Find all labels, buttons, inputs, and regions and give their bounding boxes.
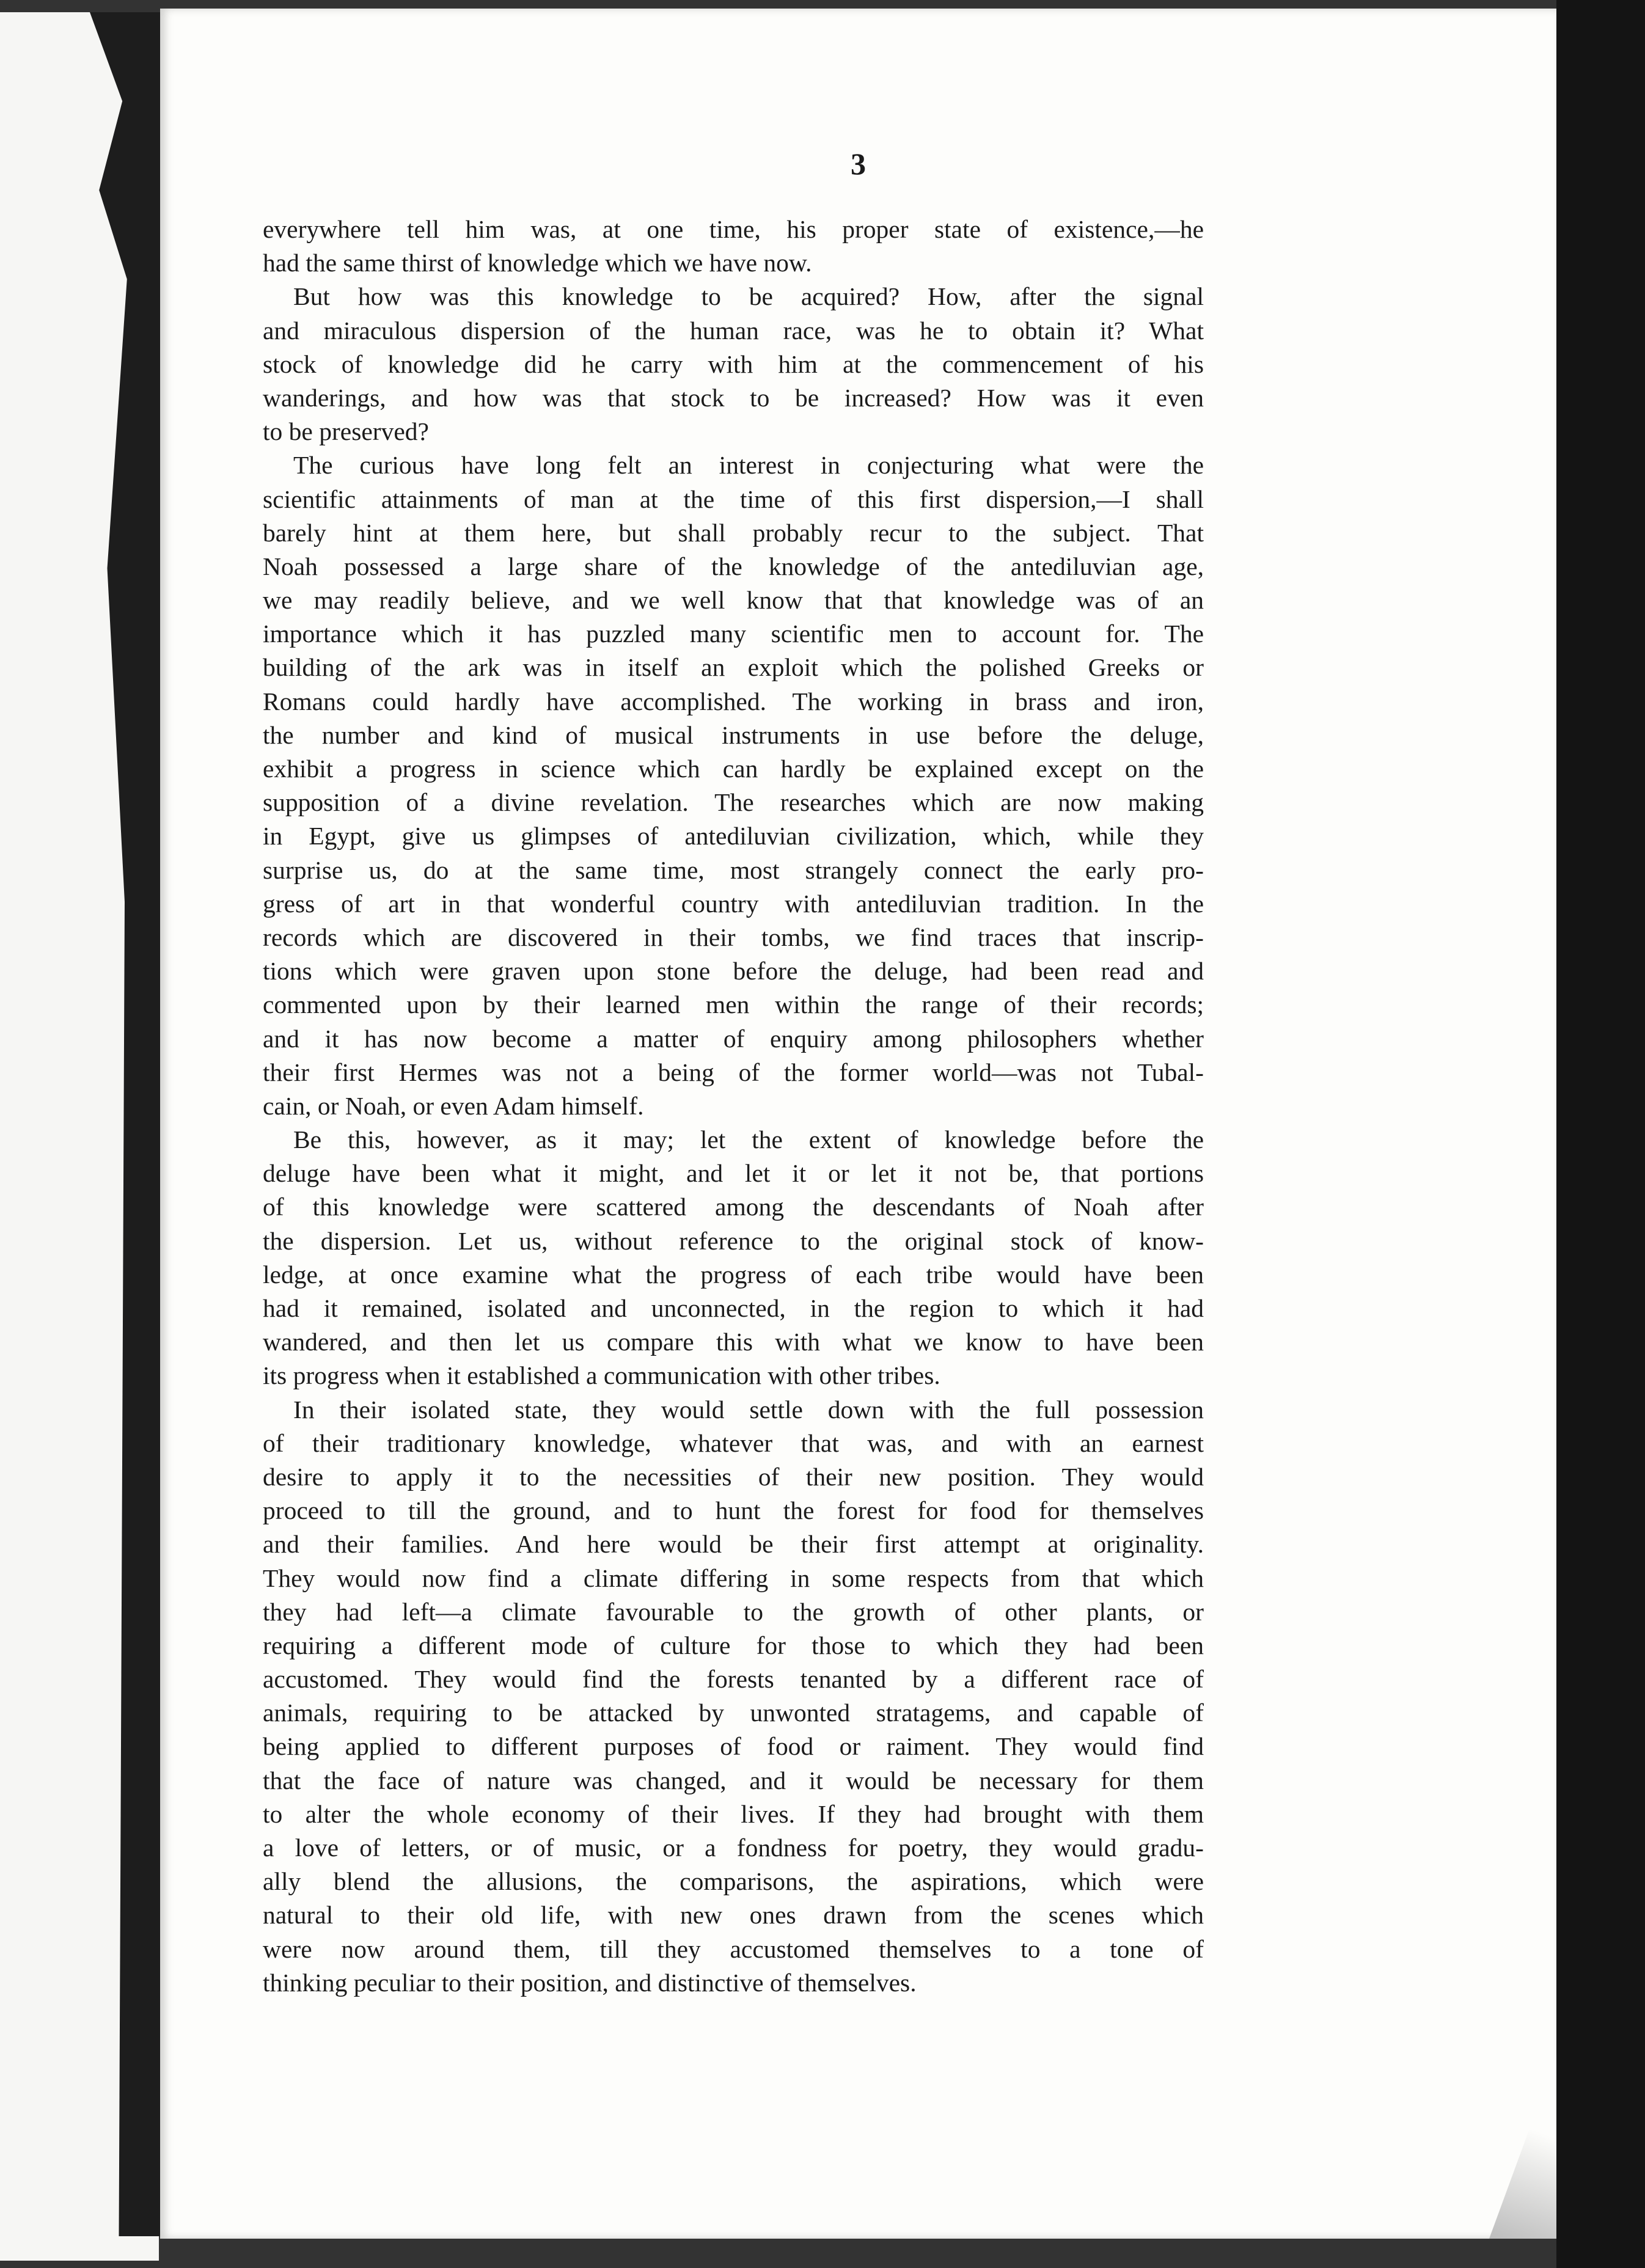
body-text: [263, 213, 1204, 2000]
text-line: Romans could hardly have accomplished. The working in brass and iron,: [263, 687, 1204, 715]
text-line: tions which were graven upon stone before the deluge, had been read and: [263, 957, 1204, 986]
text-line: the number and kind of musical instruments in use before the deluge,: [263, 720, 1204, 749]
text-line: thinking peculiar to their position, and distinctive of themselves.: [263, 1968, 917, 1997]
text-line: barely hint at them here, but shall probably recur to the subject. That: [263, 518, 1204, 547]
text-line: In their isolated state, they would settle down with the full possession: [293, 1395, 1204, 1424]
text-line: surprise us, do at the same time, most strangely connect the early pro-: [263, 855, 1204, 884]
text-line: exhibit a progress in science which can hardly be explained except on the: [263, 755, 1204, 783]
text-line: their first Hermes was not a being of the former world—was not Tubal-: [263, 1058, 1204, 1086]
text-line: had the same thirst of knowledge which we have now.: [263, 249, 812, 277]
text-line: and miraculous dispersion of the human race, was he to obtain it? What: [263, 316, 1204, 345]
text-line: requiring a different mode of culture for those to which they had been: [263, 1631, 1204, 1659]
text-line: building of the ark was in itself an exploit which the polished Greeks or: [263, 653, 1204, 682]
text-line: ledge, at once examine what the progress of each tribe would have been: [263, 1260, 1204, 1289]
text-line: and it has now become a matter of enquiry among philosophers whether: [263, 1024, 1204, 1053]
text-line: desire to apply it to the necessities of their new position. They would: [263, 1462, 1204, 1491]
text-line: proceed to till the ground, and to hunt the forest for food for themselves: [263, 1496, 1204, 1525]
text-line: gress of art in that wonderful country with antediluvian tradition. In the: [263, 889, 1204, 918]
text-line: But how was this knowledge to be acquired? How, after the signal: [293, 282, 1204, 311]
text-line: importance which it has puzzled many scientific men to account for. The: [263, 620, 1204, 648]
text-line: natural to their old life, with new ones drawn from the scenes which: [263, 1901, 1204, 1930]
text-line: stock of knowledge did he carry with him at the commencement of his: [263, 349, 1204, 378]
text-line: and their families. And here would be their first attempt at originality.: [263, 1530, 1204, 1559]
text-line: were now around them, till they accustomed themselves to a tone of: [263, 1934, 1204, 1963]
text-line: of this knowledge were scattered among the descendants of Noah after: [263, 1193, 1204, 1221]
text-line: The curious have long felt an interest in conjecturing what were the: [293, 451, 1204, 480]
text-line: supposition of a divine revelation. The researches which are now making: [263, 788, 1204, 817]
text-line: the dispersion. Let us, without reference to the original stock of know-: [263, 1226, 1204, 1255]
text-line: everywhere tell him was, at one time, his proper state of existence,—he: [263, 215, 1204, 243]
text-line: a love of letters, or of music, or a fondness for poetry, they would gradu-: [263, 1834, 1204, 1862]
text-line: being applied to different purposes of food or raiment. They would find: [263, 1732, 1204, 1761]
text-line: had it remained, isolated and unconnected, in the region to which it had: [263, 1294, 1204, 1322]
text-line: accustomed. They would find the forests tenanted by a different race of: [263, 1665, 1204, 1694]
page-number: 3: [851, 147, 866, 181]
text-line: to alter the whole economy of their lives. If they had brought with them: [263, 1799, 1204, 1828]
text-line: in Egypt, give us glimpses of antediluvian civilization, which, while they: [263, 822, 1204, 850]
text-line: of their traditionary knowledge, whatever that was, and with an earnest: [263, 1428, 1204, 1457]
text-line: its progress when it established a communication with other tribes.: [263, 1361, 940, 1390]
text-line: wandered, and then let us compare this with what we know to have been: [263, 1328, 1204, 1356]
text-line: we may readily believe, and we well know that that knowledge was of an: [263, 586, 1204, 615]
text-line: to be preserved?: [263, 417, 429, 446]
text-line: they had left—a climate favourable to the growth of other plants, or: [263, 1597, 1204, 1626]
text-line: commented upon by their learned men within the range of their records;: [263, 990, 1204, 1019]
text-line: wanderings, and how was that stock to be increased? How was it even: [263, 383, 1204, 412]
text-line: scientific attainments of man at the time of this first dispersion,—I shall: [263, 485, 1204, 513]
scan-background: [1556, 0, 1645, 2268]
text-line: animals, requiring to be attacked by unwonted stratagems, and capable of: [263, 1699, 1204, 1727]
page-corner: [1489, 2055, 1556, 2239]
text-line: ally blend the allusions, the comparisons, the aspirations, which were: [263, 1867, 1204, 1896]
text-line: deluge have been what it might, and let it or let it not be, that portions: [263, 1159, 1204, 1188]
text-line: records which are discovered in their tombs, we find traces that inscrip-: [263, 923, 1204, 951]
text-line: cain, or Noah, or even Adam himself.: [263, 1091, 644, 1120]
text-line: that the face of nature was changed, and it would be necessary for them: [263, 1766, 1204, 1794]
text-line: They would now find a climate differing in some respects from that which: [263, 1564, 1204, 1592]
text-line: Noah possessed a large share of the knowledge of the antediluvian age,: [263, 552, 1204, 580]
text-line: Be this, however, as it may; let the extent of knowledge before the: [293, 1125, 1204, 1154]
